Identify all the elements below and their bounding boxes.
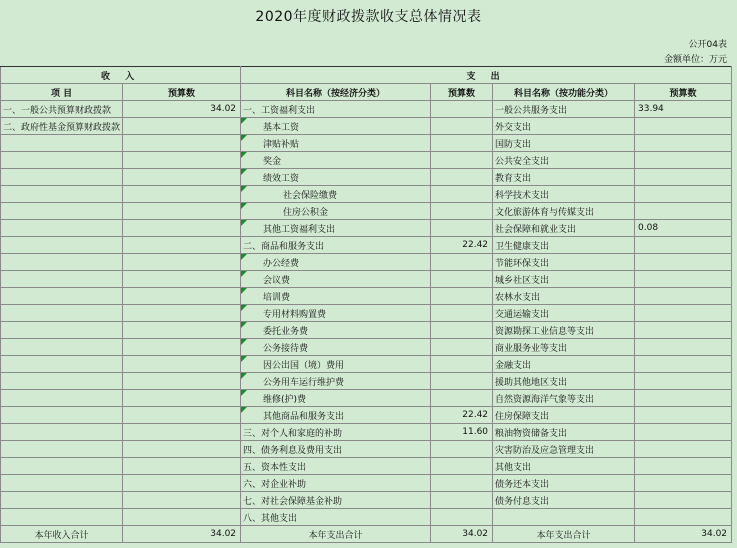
table-row: [1, 186, 732, 203]
economic-category-cell[interactable]: 办公经费: [241, 254, 431, 271]
cell-marker-icon: [241, 254, 247, 260]
total-expense-value-functional[interactable]: 34.02: [635, 526, 732, 543]
economic-budget-cell[interactable]: [431, 441, 493, 458]
income-item-cell[interactable]: [1, 135, 123, 152]
functional-budget-cell[interactable]: [635, 339, 732, 356]
section-header-row: [1, 67, 732, 84]
table-row: [1, 492, 732, 509]
cell-marker-icon: [241, 203, 247, 209]
income-budget-cell[interactable]: [123, 475, 241, 492]
functional-category-cell[interactable]: 援助其他地区支出: [493, 373, 635, 390]
economic-category-cell[interactable]: 二、商品和服务支出: [241, 237, 431, 254]
functional-category-cell[interactable]: 科学技术支出: [493, 186, 635, 203]
functional-category-cell[interactable]: 外交支出: [493, 118, 635, 135]
total-expense-label-functional[interactable]: 本年支出合计: [493, 526, 635, 543]
cell-marker-icon: [241, 271, 247, 277]
economic-budget-cell[interactable]: [431, 169, 493, 186]
economic-category-cell[interactable]: 社会保险缴费: [241, 186, 431, 203]
economic-category-cell[interactable]: 七、对社会保障基金补助: [241, 492, 431, 509]
functional-category-cell[interactable]: 国防支出: [493, 135, 635, 152]
economic-budget-cell[interactable]: 11.60: [431, 424, 493, 441]
income-budget-cell[interactable]: [123, 169, 241, 186]
table-row: [1, 339, 732, 356]
income-item-cell[interactable]: [1, 356, 123, 373]
income-budget-cell[interactable]: [123, 458, 241, 475]
table-row: [1, 356, 732, 373]
economic-budget-cell[interactable]: [431, 203, 493, 220]
economic-budget-cell[interactable]: [431, 339, 493, 356]
functional-category-cell[interactable]: 债务还本支出: [493, 475, 635, 492]
functional-category-cell[interactable]: 资源勘探工业信息等支出: [493, 322, 635, 339]
cell-marker-icon: [241, 220, 247, 226]
income-item-cell[interactable]: 二、政府性基金预算财政拨款: [1, 118, 123, 135]
table-row: [1, 220, 732, 237]
income-budget-cell[interactable]: [123, 220, 241, 237]
income-budget-cell[interactable]: [123, 424, 241, 441]
economic-category-cell[interactable]: 绩效工资: [241, 169, 431, 186]
economic-category-cell[interactable]: 公务接待费: [241, 339, 431, 356]
income-item-cell[interactable]: [1, 237, 123, 254]
income-item-cell[interactable]: 一、一般公共预算财政拨款: [1, 101, 123, 118]
functional-budget-cell[interactable]: [635, 203, 732, 220]
income-item-cell[interactable]: [1, 220, 123, 237]
income-item-cell[interactable]: [1, 458, 123, 475]
income-budget-cell[interactable]: [123, 407, 241, 424]
table-row: [1, 271, 732, 288]
economic-category-cell[interactable]: 委托业务费: [241, 322, 431, 339]
functional-budget-cell[interactable]: 0.08: [635, 220, 732, 237]
economic-category-cell[interactable]: 五、资本性支出: [241, 458, 431, 475]
functional-budget-cell[interactable]: [635, 509, 732, 526]
table-row: [1, 101, 732, 118]
income-budget-cell[interactable]: [123, 254, 241, 271]
table-row: [1, 424, 732, 441]
table-row: [1, 169, 732, 186]
economic-budget-cell[interactable]: 22.42: [431, 407, 493, 424]
total-expense-value-economic[interactable]: 34.02: [431, 526, 493, 543]
economic-budget-cell[interactable]: [431, 373, 493, 390]
income-budget-cell[interactable]: [123, 135, 241, 152]
economic-budget-cell[interactable]: [431, 254, 493, 271]
economic-category-cell[interactable]: 一、工资福利支出: [241, 101, 431, 118]
functional-category-cell[interactable]: [493, 509, 635, 526]
functional-budget-cell[interactable]: [635, 271, 732, 288]
functional-budget-cell[interactable]: [635, 135, 732, 152]
economic-category-cell[interactable]: 培训费: [241, 288, 431, 305]
budget-table: [0, 66, 732, 543]
income-budget-cell[interactable]: [123, 441, 241, 458]
header-economic-category[interactable]: 科目名称（按经济分类）: [241, 84, 431, 101]
cell-marker-icon: [241, 169, 247, 175]
income-item-cell[interactable]: [1, 186, 123, 203]
functional-budget-cell[interactable]: [635, 118, 732, 135]
amount-unit: 金额单位：万元: [663, 55, 727, 65]
economic-category-cell[interactable]: 其他工资福利支出: [241, 220, 431, 237]
functional-category-cell[interactable]: 住房保障支出: [493, 407, 635, 424]
functional-budget-cell[interactable]: 33.94: [635, 101, 732, 118]
income-item-cell[interactable]: [1, 271, 123, 288]
cell-marker-icon: [241, 288, 247, 294]
economic-budget-cell[interactable]: 22.42: [431, 237, 493, 254]
functional-budget-cell[interactable]: [635, 237, 732, 254]
income-budget-cell[interactable]: [123, 356, 241, 373]
functional-budget-cell[interactable]: [635, 152, 732, 169]
functional-category-cell[interactable]: 农林水支出: [493, 288, 635, 305]
table-row: [1, 373, 732, 390]
functional-category-cell[interactable]: 公共安全支出: [493, 152, 635, 169]
income-budget-cell[interactable]: [123, 322, 241, 339]
functional-budget-cell[interactable]: [635, 373, 732, 390]
cell-marker-icon: [241, 339, 247, 345]
functional-category-cell[interactable]: 卫生健康支出: [493, 237, 635, 254]
economic-category-cell[interactable]: 公务用车运行维护费: [241, 373, 431, 390]
table-row: [1, 441, 732, 458]
total-income-label[interactable]: 本年收入合计: [1, 526, 123, 543]
economic-budget-cell[interactable]: [431, 305, 493, 322]
table-row: [1, 118, 732, 135]
functional-category-cell[interactable]: 粮油物资储备支出: [493, 424, 635, 441]
income-budget-cell[interactable]: [123, 305, 241, 322]
income-item-cell[interactable]: [1, 492, 123, 509]
functional-category-cell[interactable]: 文化旅游体育与传媒支出: [493, 203, 635, 220]
header-functional-category[interactable]: 科目名称（按功能分类）: [493, 84, 635, 101]
economic-category-cell[interactable]: 八、其他支出: [241, 509, 431, 526]
economic-budget-cell[interactable]: [431, 101, 493, 118]
economic-budget-cell[interactable]: [431, 186, 493, 203]
income-budget-cell[interactable]: [123, 492, 241, 509]
header-income-budget[interactable]: 预算数: [123, 84, 241, 101]
functional-category-cell[interactable]: 交通运输支出: [493, 305, 635, 322]
income-budget-cell[interactable]: [123, 203, 241, 220]
income-section-header[interactable]: 收 入: [1, 67, 241, 84]
functional-budget-cell[interactable]: [635, 458, 732, 475]
income-item-cell[interactable]: [1, 441, 123, 458]
functional-category-cell[interactable]: 债务付息支出: [493, 492, 635, 509]
cell-marker-icon: [241, 390, 247, 396]
table-row: [1, 509, 732, 526]
table-row: [1, 390, 732, 407]
cell-marker-icon: [241, 373, 247, 379]
cell-marker-icon: [241, 152, 247, 158]
economic-category-cell[interactable]: 基本工资: [241, 118, 431, 135]
table-row: [1, 135, 732, 152]
functional-budget-cell[interactable]: [635, 492, 732, 509]
table-row: [1, 288, 732, 305]
income-budget-cell[interactable]: [123, 339, 241, 356]
economic-budget-cell[interactable]: [431, 509, 493, 526]
income-budget-cell[interactable]: [123, 288, 241, 305]
income-item-cell[interactable]: [1, 305, 123, 322]
functional-category-cell[interactable]: 社会保障和就业支出: [493, 220, 635, 237]
functional-budget-cell[interactable]: [635, 390, 732, 407]
economic-category-cell[interactable]: 其他商品和服务支出: [241, 407, 431, 424]
header-economic-budget[interactable]: 预算数: [431, 84, 493, 101]
cell-marker-icon: [241, 305, 247, 311]
economic-category-cell[interactable]: 住房公积金: [241, 203, 431, 220]
income-budget-cell[interactable]: [123, 271, 241, 288]
functional-category-cell[interactable]: 商业服务业等支出: [493, 339, 635, 356]
cell-marker-icon: [241, 322, 247, 328]
income-item-cell[interactable]: [1, 322, 123, 339]
functional-category-cell[interactable]: 节能环保支出: [493, 254, 635, 271]
table-row: [1, 237, 732, 254]
income-item-cell[interactable]: [1, 339, 123, 356]
totals-row: [1, 526, 732, 543]
functional-category-cell[interactable]: 其他支出: [493, 458, 635, 475]
table-row: [1, 322, 732, 339]
total-expense-label-economic[interactable]: 本年支出合计: [241, 526, 431, 543]
table-row: [1, 407, 732, 424]
functional-category-cell[interactable]: 一般公共服务支出: [493, 101, 635, 118]
income-budget-cell[interactable]: [123, 373, 241, 390]
cell-marker-icon: [241, 186, 247, 192]
economic-budget-cell[interactable]: [431, 390, 493, 407]
functional-budget-cell[interactable]: [635, 186, 732, 203]
functional-budget-cell[interactable]: [635, 407, 732, 424]
income-budget-cell[interactable]: [123, 152, 241, 169]
functional-budget-cell[interactable]: [635, 169, 732, 186]
economic-category-cell[interactable]: 四、债务利息及费用支出: [241, 441, 431, 458]
functional-category-cell[interactable]: 金融支出: [493, 356, 635, 373]
total-income-value[interactable]: 34.02: [123, 526, 241, 543]
economic-budget-cell[interactable]: [431, 356, 493, 373]
functional-budget-cell[interactable]: [635, 254, 732, 271]
economic-category-cell[interactable]: 维修(护)费: [241, 390, 431, 407]
income-budget-cell[interactable]: [123, 390, 241, 407]
income-item-cell[interactable]: [1, 152, 123, 169]
economic-budget-cell[interactable]: [431, 475, 493, 492]
economic-budget-cell[interactable]: [431, 220, 493, 237]
header-functional-budget[interactable]: 预算数: [635, 84, 732, 101]
economic-budget-cell[interactable]: [431, 288, 493, 305]
functional-budget-cell[interactable]: [635, 305, 732, 322]
cell-marker-icon: [241, 135, 247, 141]
functional-budget-cell[interactable]: [635, 288, 732, 305]
economic-category-cell[interactable]: 三、对个人和家庭的补助: [241, 424, 431, 441]
functional-category-cell[interactable]: 灾害防治及应急管理支出: [493, 441, 635, 458]
economic-category-cell[interactable]: 会议费: [241, 271, 431, 288]
economic-category-cell[interactable]: 津贴补贴: [241, 135, 431, 152]
income-item-cell[interactable]: [1, 203, 123, 220]
income-item-cell[interactable]: [1, 254, 123, 271]
cell-marker-icon: [241, 118, 247, 124]
income-budget-cell[interactable]: [123, 118, 241, 135]
functional-category-cell[interactable]: 教育支出: [493, 169, 635, 186]
economic-budget-cell[interactable]: [431, 271, 493, 288]
economic-category-cell[interactable]: 奖金: [241, 152, 431, 169]
income-item-cell[interactable]: [1, 169, 123, 186]
economic-budget-cell[interactable]: [431, 135, 493, 152]
functional-category-cell[interactable]: 自然资源海洋气象等支出: [493, 390, 635, 407]
functional-category-cell[interactable]: 城乡社区支出: [493, 271, 635, 288]
income-item-cell[interactable]: [1, 424, 123, 441]
cell-marker-icon: [241, 407, 247, 413]
income-item-cell[interactable]: [1, 390, 123, 407]
expense-section-header[interactable]: 支 出: [241, 67, 732, 84]
income-item-cell[interactable]: [1, 288, 123, 305]
income-budget-cell[interactable]: 34.02: [123, 101, 241, 118]
column-header-row: [1, 84, 732, 101]
economic-budget-cell[interactable]: [431, 152, 493, 169]
table-row: [1, 203, 732, 220]
income-item-cell[interactable]: [1, 407, 123, 424]
functional-budget-cell[interactable]: [635, 322, 732, 339]
table-row: [1, 254, 732, 271]
functional-budget-cell[interactable]: [635, 424, 732, 441]
income-budget-cell[interactable]: [123, 509, 241, 526]
income-budget-cell[interactable]: [123, 237, 241, 254]
income-item-cell[interactable]: [1, 373, 123, 390]
table-row: [1, 152, 732, 169]
functional-budget-cell[interactable]: [635, 356, 732, 373]
functional-budget-cell[interactable]: [635, 475, 732, 492]
table-row: [1, 305, 732, 322]
economic-category-cell[interactable]: 专用材料购置费: [241, 305, 431, 322]
economic-category-cell[interactable]: 因公出国（境）费用: [241, 356, 431, 373]
table-row: [1, 458, 732, 475]
economic-budget-cell[interactable]: [431, 322, 493, 339]
page-title: 2020年度财政拨款收支总体情况表: [255, 9, 482, 25]
economic-budget-cell[interactable]: [431, 118, 493, 135]
table-row: [1, 475, 732, 492]
functional-budget-cell[interactable]: [635, 441, 732, 458]
cell-marker-icon: [241, 356, 247, 362]
economic-budget-cell[interactable]: [431, 492, 493, 509]
income-item-cell[interactable]: [1, 509, 123, 526]
income-budget-cell[interactable]: [123, 186, 241, 203]
header-item[interactable]: 项 目: [1, 84, 123, 101]
economic-category-cell[interactable]: 六、对企业补助: [241, 475, 431, 492]
economic-budget-cell[interactable]: [431, 458, 493, 475]
income-item-cell[interactable]: [1, 475, 123, 492]
form-number: 公开04表: [688, 40, 727, 50]
